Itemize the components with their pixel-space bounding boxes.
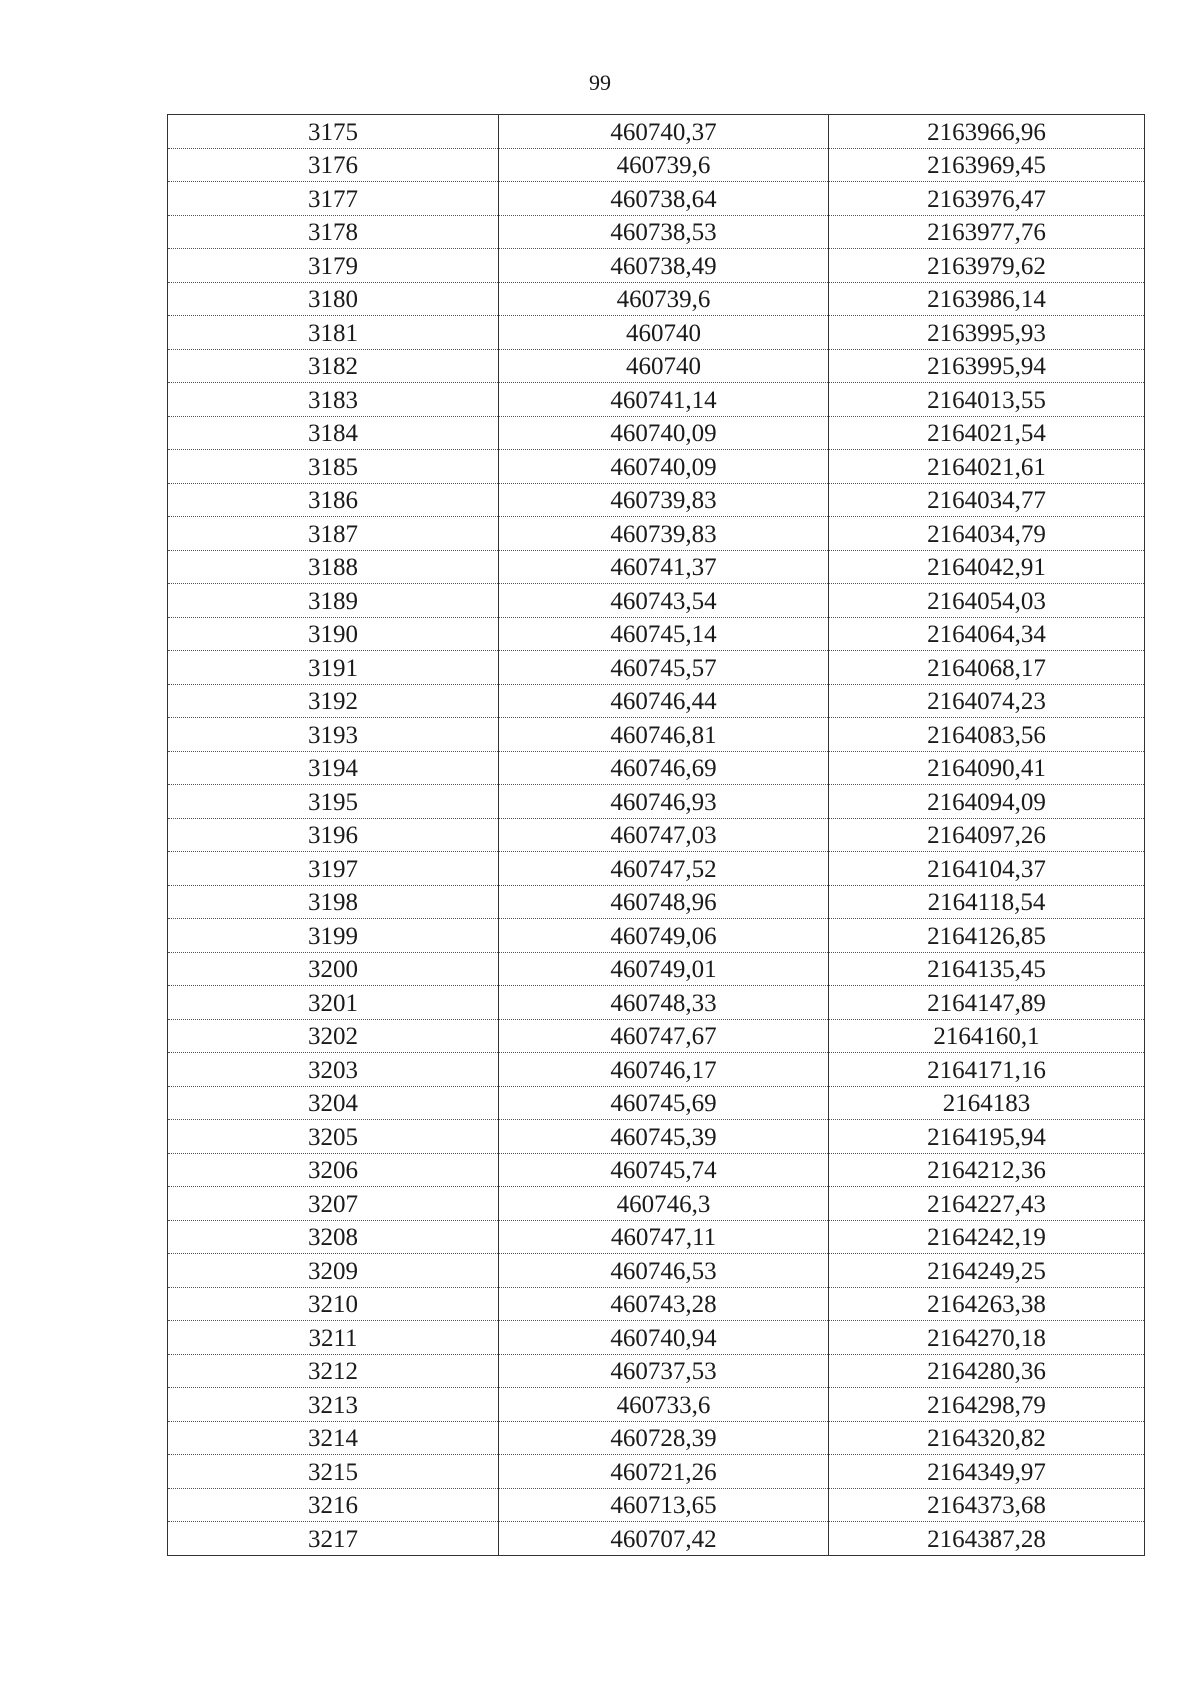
table-row [168,818,1145,852]
point-number-cell: 3208 [168,1220,499,1254]
table-row [168,952,1145,986]
x-coordinate-cell: 460740,37 [499,115,829,149]
point-number-cell: 3210 [168,1287,499,1321]
table-row [168,1120,1145,1154]
point-number-cell: 3213 [168,1388,499,1422]
x-coordinate-cell: 460740 [499,349,829,383]
y-coordinate-cell: 2164054,03 [829,584,1145,618]
y-coordinate-cell: 2164064,34 [829,617,1145,651]
y-coordinate-cell: 2164242,19 [829,1220,1145,1254]
y-coordinate-cell: 2164034,77 [829,483,1145,517]
point-number-cell: 3193 [168,718,499,752]
table-row [168,1086,1145,1120]
y-coordinate-cell: 2164320,82 [829,1421,1145,1455]
point-number-cell: 3214 [168,1421,499,1455]
table-row [168,1220,1145,1254]
x-coordinate-cell: 460738,64 [499,182,829,216]
y-coordinate-cell: 2164249,25 [829,1254,1145,1288]
x-coordinate-cell: 460745,69 [499,1086,829,1120]
table-row [168,885,1145,919]
point-number-cell: 3192 [168,684,499,718]
point-number-cell: 3176 [168,148,499,182]
y-coordinate-cell: 2164021,54 [829,416,1145,450]
y-coordinate-cell: 2164147,89 [829,986,1145,1020]
x-coordinate-cell: 460713,65 [499,1488,829,1522]
point-number-cell: 3205 [168,1120,499,1154]
point-number-cell: 3217 [168,1522,499,1556]
table-row [168,1019,1145,1053]
table-row [168,148,1145,182]
point-number-cell: 3201 [168,986,499,1020]
x-coordinate-cell: 460743,54 [499,584,829,618]
x-coordinate-cell: 460746,81 [499,718,829,752]
x-coordinate-cell: 460728,39 [499,1421,829,1455]
x-coordinate-cell: 460741,37 [499,550,829,584]
table-row [168,483,1145,517]
x-coordinate-cell: 460741,14 [499,383,829,417]
y-coordinate-cell: 2164349,97 [829,1455,1145,1489]
point-number-cell: 3212 [168,1354,499,1388]
y-coordinate-cell: 2164104,37 [829,852,1145,886]
table-row [168,684,1145,718]
point-number-cell: 3215 [168,1455,499,1489]
table-row [168,1455,1145,1489]
point-number-cell: 3196 [168,818,499,852]
point-number-cell: 3194 [168,751,499,785]
table-row [168,1053,1145,1087]
table-row [168,416,1145,450]
point-number-cell: 3198 [168,885,499,919]
table-row [168,1187,1145,1221]
y-coordinate-cell: 2164074,23 [829,684,1145,718]
y-coordinate-cell: 2164387,28 [829,1522,1145,1556]
x-coordinate-cell: 460721,26 [499,1455,829,1489]
table-row [168,1488,1145,1522]
point-number-cell: 3184 [168,416,499,450]
y-coordinate-cell: 2163995,93 [829,316,1145,350]
x-coordinate-cell: 460733,6 [499,1388,829,1422]
table-row [168,1321,1145,1355]
y-coordinate-cell: 2164160,1 [829,1019,1145,1053]
table-row [168,785,1145,819]
point-number-cell: 3204 [168,1086,499,1120]
x-coordinate-cell: 460743,28 [499,1287,829,1321]
y-coordinate-cell: 2163986,14 [829,282,1145,316]
x-coordinate-cell: 460738,49 [499,249,829,283]
y-coordinate-cell: 2163995,94 [829,349,1145,383]
y-coordinate-cell: 2164171,16 [829,1053,1145,1087]
point-number-cell: 3189 [168,584,499,618]
point-number-cell: 3191 [168,651,499,685]
y-coordinate-cell: 2163969,45 [829,148,1145,182]
x-coordinate-cell: 460747,11 [499,1220,829,1254]
point-number-cell: 3181 [168,316,499,350]
table-row [168,450,1145,484]
table-row [168,986,1145,1020]
y-coordinate-cell: 2164195,94 [829,1120,1145,1154]
y-coordinate-cell: 2164373,68 [829,1488,1145,1522]
y-coordinate-cell: 2164135,45 [829,952,1145,986]
table-row [168,349,1145,383]
point-number-cell: 3187 [168,517,499,551]
x-coordinate-cell: 460739,83 [499,517,829,551]
x-coordinate-cell: 460749,06 [499,919,829,953]
y-coordinate-cell: 2164227,43 [829,1187,1145,1221]
table-row [168,282,1145,316]
point-number-cell: 3186 [168,483,499,517]
y-coordinate-cell: 2164280,36 [829,1354,1145,1388]
point-number-cell: 3200 [168,952,499,986]
x-coordinate-cell: 460747,03 [499,818,829,852]
point-number-cell: 3209 [168,1254,499,1288]
point-number-cell: 3180 [168,282,499,316]
y-coordinate-cell: 2164034,79 [829,517,1145,551]
x-coordinate-cell: 460740,09 [499,416,829,450]
y-coordinate-cell: 2164042,91 [829,550,1145,584]
x-coordinate-cell: 460746,17 [499,1053,829,1087]
point-number-cell: 3211 [168,1321,499,1355]
point-number-cell: 3203 [168,1053,499,1087]
x-coordinate-cell: 460746,3 [499,1187,829,1221]
y-coordinate-cell: 2164183 [829,1086,1145,1120]
table-row [168,1421,1145,1455]
y-coordinate-cell: 2163977,76 [829,215,1145,249]
y-coordinate-cell: 2164083,56 [829,718,1145,752]
x-coordinate-cell: 460739,6 [499,282,829,316]
x-coordinate-cell: 460738,53 [499,215,829,249]
x-coordinate-cell: 460739,83 [499,483,829,517]
x-coordinate-cell: 460746,93 [499,785,829,819]
x-coordinate-cell: 460747,52 [499,852,829,886]
x-coordinate-cell: 460739,6 [499,148,829,182]
point-number-cell: 3216 [168,1488,499,1522]
x-coordinate-cell: 460745,57 [499,651,829,685]
coordinates-table [167,114,1145,1556]
table-row [168,1354,1145,1388]
table-row [168,115,1145,149]
y-coordinate-cell: 2164068,17 [829,651,1145,685]
table-row [168,1153,1145,1187]
point-number-cell: 3199 [168,919,499,953]
point-number-cell: 3175 [168,115,499,149]
y-coordinate-cell: 2164118,54 [829,885,1145,919]
x-coordinate-cell: 460740 [499,316,829,350]
table-row [168,617,1145,651]
y-coordinate-cell: 2164263,38 [829,1287,1145,1321]
table-row [168,383,1145,417]
y-coordinate-cell: 2164090,41 [829,751,1145,785]
table-row [168,751,1145,785]
page-number: 99 [589,70,611,95]
point-number-cell: 3179 [168,249,499,283]
x-coordinate-cell: 460746,53 [499,1254,829,1288]
table-row [168,852,1145,886]
y-coordinate-cell: 2163976,47 [829,182,1145,216]
x-coordinate-cell: 460749,01 [499,952,829,986]
table-row [168,517,1145,551]
x-coordinate-cell: 460748,96 [499,885,829,919]
x-coordinate-cell: 460746,69 [499,751,829,785]
y-coordinate-cell: 2164021,61 [829,450,1145,484]
table-row [168,316,1145,350]
table-row [168,718,1145,752]
point-number-cell: 3202 [168,1019,499,1053]
y-coordinate-cell: 2164126,85 [829,919,1145,953]
y-coordinate-cell: 2164094,09 [829,785,1145,819]
point-number-cell: 3190 [168,617,499,651]
table-row [168,1522,1145,1556]
table-row [168,550,1145,584]
x-coordinate-cell: 460745,39 [499,1120,829,1154]
x-coordinate-cell: 460740,09 [499,450,829,484]
y-coordinate-cell: 2163979,62 [829,249,1145,283]
point-number-cell: 3207 [168,1187,499,1221]
point-number-cell: 3178 [168,215,499,249]
table-row [168,651,1145,685]
table-row [168,1287,1145,1321]
x-coordinate-cell: 460747,67 [499,1019,829,1053]
table-row [168,182,1145,216]
coordinates-table-body [168,115,1145,1556]
x-coordinate-cell: 460748,33 [499,986,829,1020]
y-coordinate-cell: 2164097,26 [829,818,1145,852]
point-number-cell: 3188 [168,550,499,584]
y-coordinate-cell: 2163966,96 [829,115,1145,149]
x-coordinate-cell: 460746,44 [499,684,829,718]
y-coordinate-cell: 2164013,55 [829,383,1145,417]
table-row [168,249,1145,283]
x-coordinate-cell: 460745,14 [499,617,829,651]
y-coordinate-cell: 2164298,79 [829,1388,1145,1422]
point-number-cell: 3197 [168,852,499,886]
table-row [168,919,1145,953]
point-number-cell: 3185 [168,450,499,484]
point-number-cell: 3195 [168,785,499,819]
x-coordinate-cell: 460745,74 [499,1153,829,1187]
y-coordinate-cell: 2164270,18 [829,1321,1145,1355]
table-row [168,1254,1145,1288]
table-row [168,215,1145,249]
point-number-cell: 3177 [168,182,499,216]
point-number-cell: 3206 [168,1153,499,1187]
point-number-cell: 3183 [168,383,499,417]
point-number-cell: 3182 [168,349,499,383]
x-coordinate-cell: 460740,94 [499,1321,829,1355]
x-coordinate-cell: 460737,53 [499,1354,829,1388]
table-row [168,584,1145,618]
x-coordinate-cell: 460707,42 [499,1522,829,1556]
y-coordinate-cell: 2164212,36 [829,1153,1145,1187]
table-row [168,1388,1145,1422]
